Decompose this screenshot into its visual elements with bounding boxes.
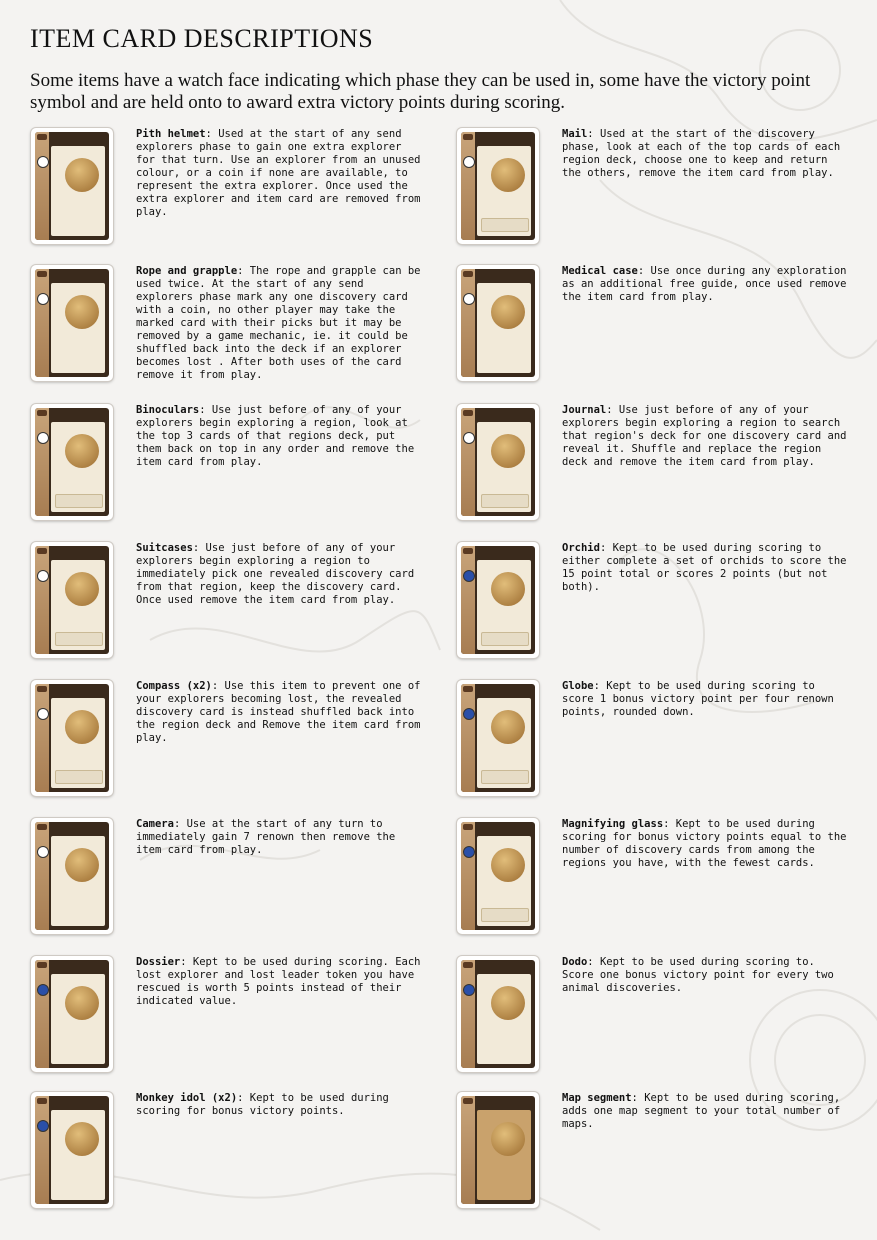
mail-icon (491, 158, 525, 192)
item-globe (457, 680, 877, 805)
item-text: : Use just before of any of your explorers begin exploring a region to immediately pick one revealed discovery card from that region, keep the discovery card. Once used remove the item card from play. (136, 542, 415, 606)
item-description (136, 956, 426, 1008)
item-card-image (457, 956, 539, 1072)
item-card-image (31, 956, 113, 1072)
item-camera (31, 818, 451, 943)
item-orchid (457, 542, 877, 667)
item-binoculars (31, 404, 451, 529)
hand-icon (463, 134, 473, 140)
hand-icon (463, 1098, 473, 1104)
item-text: : Kept to be used during scoring, adds one map segment to your total number of maps. (562, 1092, 841, 1130)
item-mail (457, 128, 877, 253)
victory-point-icon (463, 708, 475, 720)
watch-face-icon (37, 432, 49, 444)
item-magnifying-glass (457, 818, 877, 943)
monkey-idol-icon (65, 1122, 99, 1156)
watch-face-icon (463, 156, 475, 168)
victory-point-icon (37, 1120, 49, 1132)
item-name: Camera (136, 818, 174, 830)
item-name: Map segment (562, 1092, 632, 1104)
item-card-image (31, 818, 113, 934)
item-text: : Kept to be used during scoring for bonus victory points. (136, 1092, 389, 1117)
item-medical-case (457, 265, 877, 390)
magnifying-glass-icon (491, 848, 525, 882)
hand-icon (37, 686, 47, 692)
hand-icon (37, 271, 47, 277)
item-suitcases (31, 542, 451, 667)
hand-icon (463, 962, 473, 968)
item-card-image (31, 404, 113, 520)
item-description (136, 542, 426, 607)
page-title: ITEM CARD DESCRIPTIONS (30, 24, 374, 53)
watch-face-icon (37, 156, 49, 168)
medical-case-icon (491, 295, 525, 329)
dossier-icon (65, 986, 99, 1020)
item-description (562, 404, 852, 469)
item-name: Suitcases (136, 542, 193, 554)
hand-icon (37, 134, 47, 140)
item-description (562, 818, 852, 870)
item-text: : Kept to be used during scoring to either complete a set of orchids to score the 15 point total or scores 2 points (but not both). (562, 542, 847, 593)
item-card-image (31, 542, 113, 658)
item-card-image (457, 542, 539, 658)
item-card-image (31, 680, 113, 796)
item-name: Orchid (562, 542, 600, 554)
item-description (562, 1092, 852, 1131)
item-name: Rope and grapple (136, 265, 238, 277)
watch-face-icon (37, 708, 49, 720)
item-dodo (457, 956, 877, 1081)
rope-grapple-icon (65, 295, 99, 329)
item-description (136, 680, 426, 745)
item-text: : The rope and grapple can be used twice. At the start of any send explorers phase mark any one discovery card with a coin, no other player may take the marked card with their picks but it may be removed by a game mechanic, ie. it could be shuffled back into the deck if an explorer becomes lost . After both uses of the card remove it from play. (136, 265, 421, 381)
journal-icon (491, 434, 525, 468)
item-name: Monkey idol (x2) (136, 1092, 238, 1104)
item-text: : Used at the start of the discovery phase, look at each of the top cards of each region deck, choose one to keep and return the others, remove the item card from play. (562, 128, 841, 179)
item-description (562, 128, 852, 180)
hand-icon (463, 548, 473, 554)
hand-icon (37, 1098, 47, 1104)
item-card-image (457, 680, 539, 796)
pith-helmet-icon (65, 158, 99, 192)
item-card-image (31, 1092, 113, 1208)
item-card-image (31, 265, 113, 381)
item-compass (31, 680, 451, 805)
item-name: Medical case (562, 265, 638, 277)
watch-face-icon (37, 846, 49, 858)
item-card-image (457, 265, 539, 381)
watch-face-icon (463, 432, 475, 444)
dodo-icon (491, 986, 525, 1020)
item-text: : Kept to be used during scoring to score 1 bonus victory point per four renown points, rounded down. (562, 680, 834, 718)
watch-face-icon (463, 293, 475, 305)
item-description (562, 542, 852, 594)
item-name: Globe (562, 680, 594, 692)
item-rope-and-grapple (31, 265, 451, 390)
item-text: : Used at the start of any send explorers phase to gain one extra explorer for that turn. Use an explorer from an unused colour, or a coin if none are available, to represent the extra explorer. Once used the extra explorer and item card are removed from play. (136, 128, 421, 218)
item-name: Binoculars (136, 404, 200, 416)
hand-icon (463, 686, 473, 692)
globe-icon (491, 710, 525, 744)
victory-point-icon (463, 570, 475, 582)
map-segment-icon (491, 1122, 525, 1156)
item-name: Journal (562, 404, 607, 416)
hand-icon (463, 271, 473, 277)
item-text: : Use once during any exploration as an additional free guide, once used remove the item card from play. (562, 265, 847, 303)
item-text: : Kept to be used during scoring for bonus victory points equal to the number of discovery cards from among the regions you have, with the fewest cards. (562, 818, 847, 869)
intro-text: Some items have a watch face indicating which phase they can be used in, some have the victory point symbol and are held onto to award extra victory points during scoring. (30, 70, 811, 113)
item-name: Mail (562, 128, 588, 140)
victory-point-icon (463, 984, 475, 996)
hand-icon (37, 410, 47, 416)
victory-point-icon (37, 984, 49, 996)
hand-icon (37, 824, 47, 830)
item-text: : Kept to be used during scoring. Each lost explorer and lost leader token you have rescued is worth 5 points instead of their indicated value. (136, 956, 421, 1007)
item-description (136, 818, 426, 857)
watch-face-icon (37, 570, 49, 582)
item-name: Dodo (562, 956, 588, 968)
hand-icon (37, 962, 47, 968)
item-monkey-idol (31, 1092, 451, 1217)
binoculars-icon (65, 434, 99, 468)
item-description (136, 128, 426, 219)
item-name: Pith helmet (136, 128, 206, 140)
item-card-image (457, 818, 539, 934)
watch-face-icon (37, 293, 49, 305)
victory-point-icon (463, 846, 475, 858)
item-text: : Use at the start of any turn to immediately gain 7 renown then remove the item card from play. (136, 818, 396, 856)
item-text: : Use just before of any of your explorers begin exploring a region to search that region's deck for one discovery card and reveal it. Shuffle and replace the region deck and remove the item card from play. (562, 404, 847, 468)
item-card-image (457, 1092, 539, 1208)
item-description (136, 265, 426, 382)
item-card-image (31, 128, 113, 244)
hand-icon (463, 824, 473, 830)
item-description (136, 1092, 426, 1118)
item-description (562, 680, 852, 719)
item-pith-helmet (31, 128, 451, 253)
orchid-icon (491, 572, 525, 606)
hand-icon (463, 410, 473, 416)
item-journal (457, 404, 877, 529)
hand-icon (37, 548, 47, 554)
item-description (562, 265, 852, 304)
item-map-segment (457, 1092, 877, 1217)
camera-icon (65, 848, 99, 882)
compass-icon (65, 710, 99, 744)
item-name: Magnifying glass (562, 818, 664, 830)
item-card-image (457, 128, 539, 244)
item-description (136, 404, 426, 469)
item-name: Compass (x2) (136, 680, 212, 692)
item-name: Dossier (136, 956, 181, 968)
suitcases-icon (65, 572, 99, 606)
item-text: : Use this item to prevent one of your explorers becoming lost, the revealed discovery card is instead shuffled back into the region deck and Remove the item card from play. (136, 680, 421, 744)
item-dossier (31, 956, 451, 1081)
item-card-image (457, 404, 539, 520)
item-description (562, 956, 852, 995)
item-text: : Kept to be used during scoring to. Score one bonus victory point for every two animal discoveries. (562, 956, 834, 994)
item-text: : Use just before of any of your explorers begin exploring a region, look at the top 3 cards of that regions deck, put them back on top in any order and remove the item card from play. (136, 404, 415, 468)
